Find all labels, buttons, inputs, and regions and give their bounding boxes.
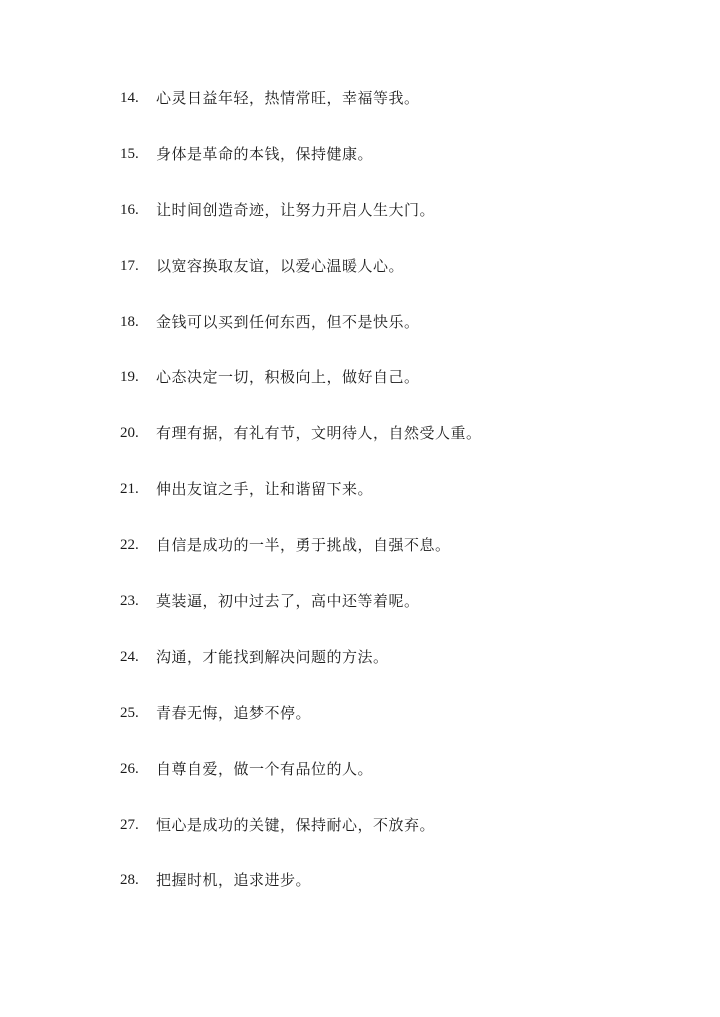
item-number: 22. [120,537,139,554]
item-number: 15. [120,145,139,162]
item-text: 心态决定一切，积极向上，做好自己。 [156,368,420,387]
item-text: 身体是革命的本钱，保持健康。 [156,144,374,163]
item-number: 14. [120,90,139,106]
item-text: 沟通，才能找到解决问题的方法。 [156,647,389,666]
item-number: 17. [120,257,139,274]
item-number: 25. [120,704,139,721]
item-number: 21. [120,481,139,498]
list-item [120,813,680,869]
list-item [120,701,680,757]
item-number: 18. [120,313,139,330]
item-number: 20. [120,425,139,442]
item-number: 16. [120,201,139,218]
item-number: 24. [120,648,139,665]
list-item [120,310,680,366]
list-item [120,421,680,477]
list-item [120,254,680,310]
list-item [120,757,680,813]
list-item [120,86,680,142]
list-item [120,868,680,924]
list-item [120,365,680,421]
item-text: 青春无悔，追梦不停。 [156,703,312,722]
item-text: 把握时机，追求进步。 [156,871,312,890]
list-item [120,198,680,254]
item-number: 23. [120,593,139,610]
item-text: 自信是成功的一半，勇于挑战，自强不息。 [156,536,451,555]
item-text: 让时间创造奇迹，让努力开启人生大门。 [156,200,436,219]
item-text: 莫装逼，初中过去了，高中还等着呢。 [156,592,420,611]
item-text: 金钱可以买到任何东西，但不是快乐。 [156,312,420,331]
item-text: 自尊自爱，做一个有品位的人。 [156,759,374,778]
item-number: 19. [120,369,139,386]
item-text: 心灵日益年轻，热情常旺，幸福等我。 [156,89,420,107]
list-item [120,533,680,589]
item-number: 28. [120,872,139,889]
item-number: 26. [120,760,139,777]
item-number: 27. [120,816,139,833]
item-text: 恒心是成功的关键，保持耐心，不放弃。 [156,815,436,834]
list-item [120,477,680,533]
item-text: 以宽容换取友谊，以爱心温暖人心。 [156,256,405,275]
numbered-list [120,86,680,924]
list-item [120,589,680,645]
item-text: 伸出友谊之手，让和谐留下来。 [156,480,374,499]
list-item [120,142,680,198]
item-text: 有理有据，有礼有节，文明待人，自然受人重。 [156,424,482,443]
list-item [120,645,680,701]
